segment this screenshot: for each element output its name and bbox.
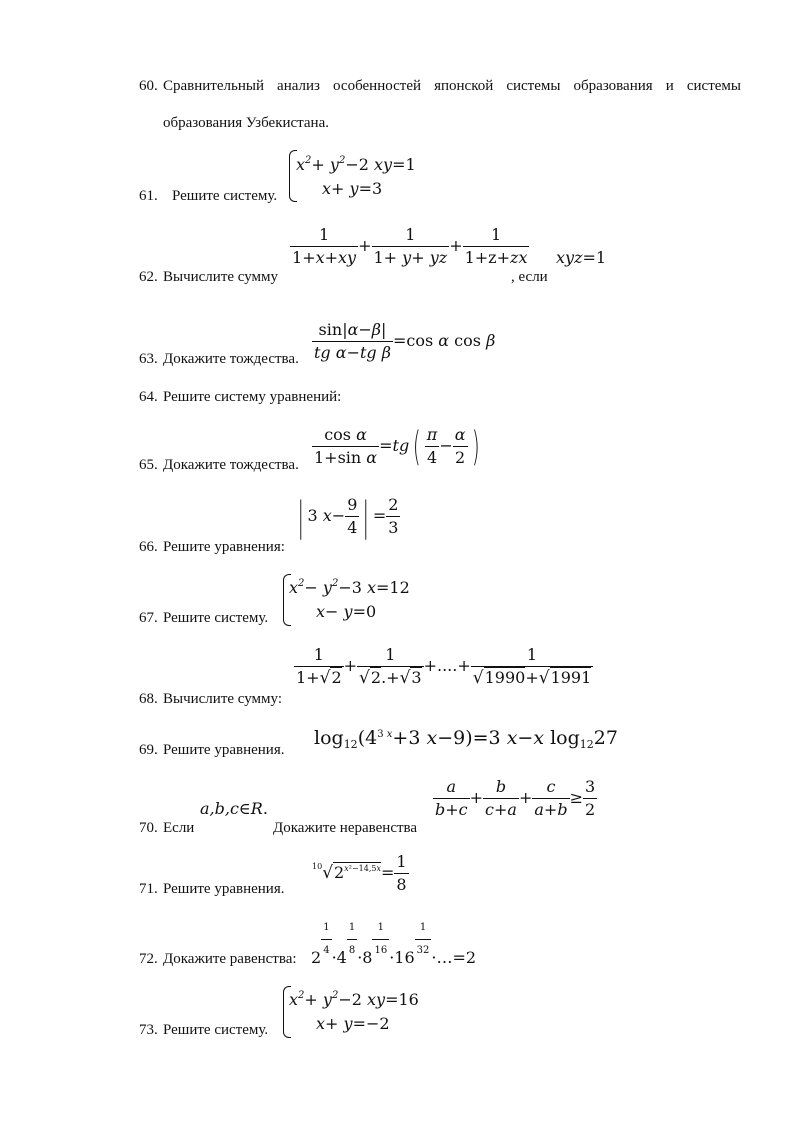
item-66-number: 66. (139, 539, 158, 555)
item-61-eq1: $x^2+ y^2-2$ xy=1 (296, 155, 416, 174)
item-67-eq2: x− y=0 (316, 602, 377, 621)
item-64-text: Решите систему уравнений: (163, 389, 342, 405)
item-73-number: 73. (139, 1022, 158, 1038)
item-69-number: 69. (139, 742, 158, 758)
item-68-sum: $\frac{1}{1+√2}$ + $\frac{1}{√2.+√3}$ +....+ $\frac{1}{√1990+√1991}$ (296, 645, 592, 688)
item-69-equation: $\log_{12}(4^{3 x}+3$ x−9)=3 x−x $\log_{12}27$ (314, 727, 618, 751)
item-67-text: Решите систему. (163, 610, 269, 626)
item-65-number: 65. (139, 457, 158, 473)
item-67-eq1: $x^2- y^2-3$ x=12 (289, 578, 410, 597)
item-65-identity: $\frac{\text{cos α}}{\text{1+sin α}}$ =tg( $\frac{\pi}{4}$ − $\frac{\alpha}{2}$ ) (314, 423, 480, 470)
item-63-identity: $\frac{\sin|\alpha-\beta|}{\text{tg α−tg β}}$ =cos α cos β (314, 320, 496, 362)
item-63-number: 63. (139, 351, 158, 367)
item-61-eq2: x+ y=3 (322, 179, 383, 198)
item-72-equation: 2 $\frac{1}{4}$ ·4 $\frac{1}{8}$ ·8 $\frac{1}{16}$ ·16 $\frac{1}{32}$ ·…=2 (311, 922, 477, 967)
item-68-number: 68. (139, 691, 158, 707)
item-70-text: Если (163, 820, 195, 836)
item-72-number: 72. (139, 951, 158, 967)
item-71-number: 71. (139, 881, 158, 897)
item-64-number: 64. (139, 389, 158, 405)
item-62-sum: $\frac{1}{1+x+xy}$ + $\frac{1}{1+ y+ yz}$ + $\frac{1}{1+z+zx}$ (292, 225, 528, 267)
item-71-equation: $^{10}√2^{x^2-14,5x}=$ $\frac{1}{8}$ (312, 852, 407, 894)
item-60-line2: образования Узбекистана. (163, 115, 329, 131)
item-70-condition: a,b,c∈R. (200, 799, 268, 818)
item-61-number: 61. (139, 188, 158, 204)
item-62-number: 62. (139, 269, 158, 285)
item-73-text: Решите систему. (163, 1022, 269, 1038)
item-60-number: 60. (139, 78, 158, 94)
item-67-number: 67. (139, 610, 158, 626)
item-62-condition: xyz=1 (556, 248, 607, 267)
item-65-text: Докажите тождества. (163, 457, 299, 473)
item-69-text: Решите уравнения. (163, 742, 285, 758)
item-73-eq1: $x^2+ y^2-2$ xy=16 (289, 990, 419, 1009)
item-62-text: Вычислите сумму (163, 269, 279, 285)
item-61-text: Решите систему. (172, 188, 278, 204)
item-66-equation: | 3 x− $\frac{9}{4}$ | = $\frac{2}{3}$ (297, 493, 399, 540)
item-68-text: Вычислите сумму: (163, 691, 283, 707)
item-60-line1: Сравнительный анализ особенностей японской системы образования и системы (163, 78, 741, 94)
item-73-eq2: x+ y=−2 (316, 1014, 390, 1033)
item-63-text: Докажите тождества. (163, 351, 299, 367)
item-72-text: Докажите равенства: (163, 951, 297, 967)
item-62-suffix: , если (511, 269, 548, 285)
item-71-text: Решите уравнения. (163, 881, 285, 897)
item-70-text2: Докажите неравенства (273, 820, 418, 836)
item-70-inequality: $\frac{a}{b+c}$ + $\frac{b}{c+a}$ + $\frac{c}{a+b}$ ≥ $\frac{3}{2}$ (435, 777, 596, 819)
item-70-number: 70. (139, 820, 158, 836)
item-66-text: Решите уравнения: (163, 539, 285, 555)
